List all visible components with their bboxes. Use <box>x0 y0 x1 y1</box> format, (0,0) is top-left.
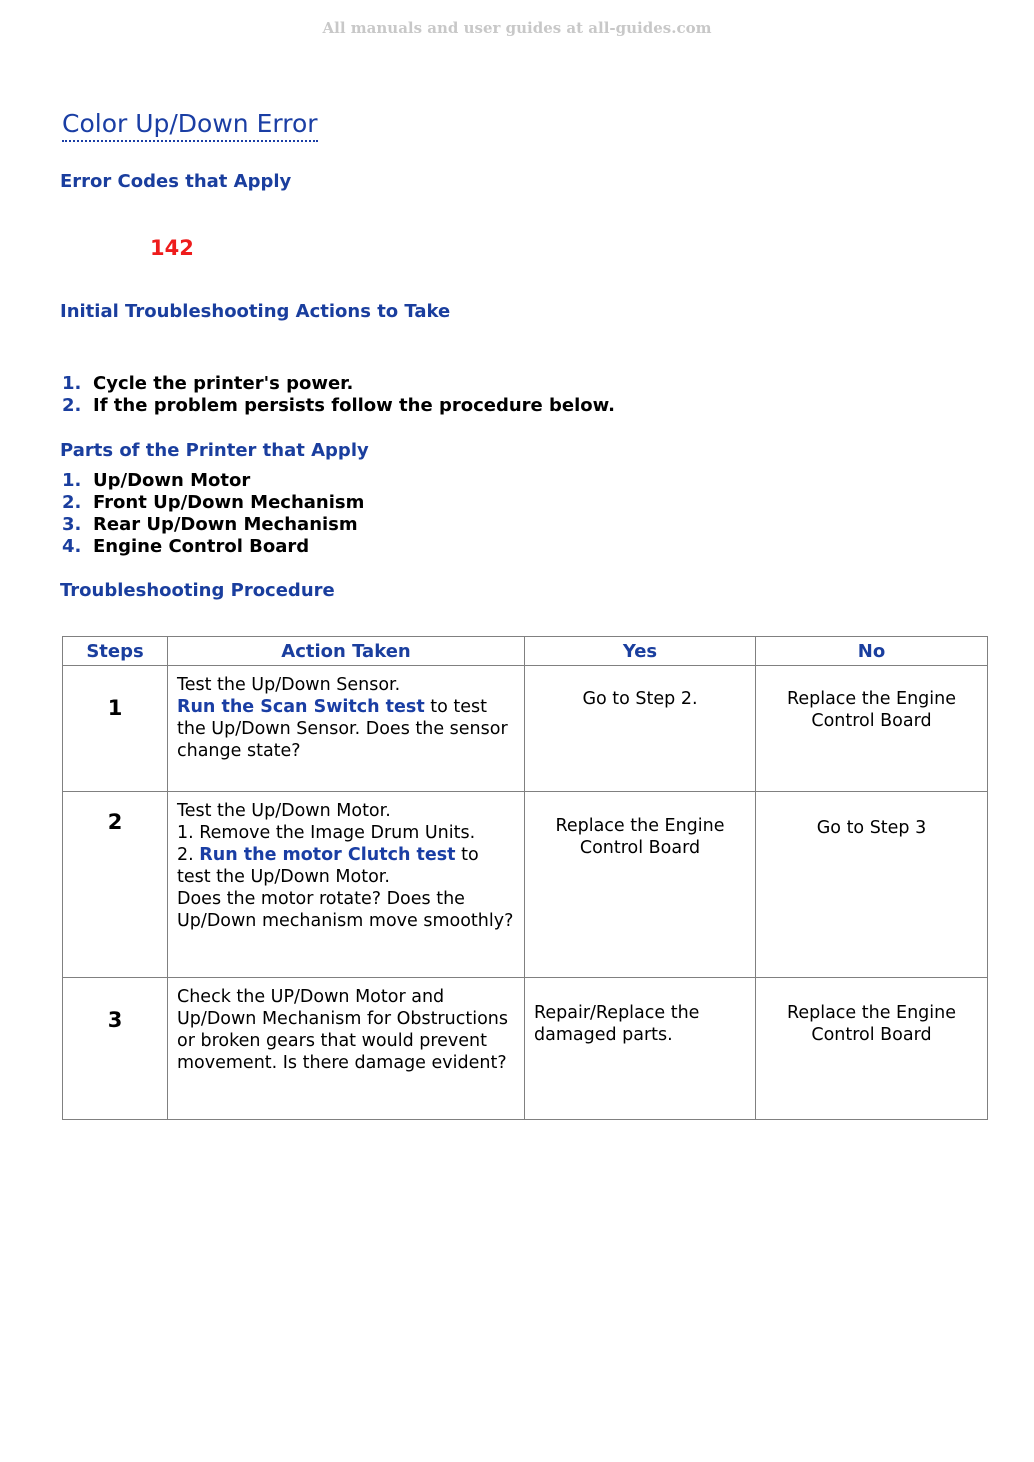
no-cell: Replace the Engine Control Board <box>756 978 988 1120</box>
column-header-action: Action Taken <box>168 637 525 666</box>
action-cell <box>168 978 525 1120</box>
action-text: Does the motor rotate? Does the Up/Down mechanism move smoothly? <box>177 889 514 931</box>
list-item <box>62 373 615 395</box>
action-cell <box>168 666 525 792</box>
list-item-number: 3. <box>62 514 82 535</box>
parts-heading: Parts of the Printer that Apply <box>60 440 369 461</box>
list-item <box>62 470 364 492</box>
error-code: 142 <box>150 236 194 260</box>
no-cell: Replace the Engine Control Board <box>756 666 988 792</box>
scan-switch-test-link[interactable]: Run the Scan Switch test <box>177 697 425 717</box>
initial-actions-heading: Initial Troubleshooting Actions to Take <box>60 301 451 322</box>
list-item <box>62 492 364 514</box>
action-text: to test the Up/Down Motor. <box>177 845 479 887</box>
list-item <box>62 395 615 417</box>
action-text: to test the Up/Down Sensor. Does the sensor change state? <box>177 697 508 761</box>
yes-cell: Go to Step 2. <box>525 666 756 792</box>
table-header-row <box>63 637 988 666</box>
list-item <box>62 536 364 558</box>
parts-list <box>62 470 364 558</box>
action-text: 2. <box>177 845 200 865</box>
watermark: All manuals and user guides at all-guides.com <box>322 19 712 37</box>
table-row <box>63 666 988 792</box>
list-item-text: Rear Up/Down Mechanism <box>93 514 358 535</box>
procedure-heading: Troubleshooting Procedure <box>60 580 335 601</box>
list-item-text: Up/Down Motor <box>93 470 251 491</box>
yes-cell: Replace the Engine Control Board <box>525 792 756 978</box>
list-item-text: Cycle the printer's power. <box>93 373 354 394</box>
list-item <box>62 514 364 536</box>
no-cell: Go to Step 3 <box>756 792 988 978</box>
procedure-table <box>62 636 988 1120</box>
list-item-number: 2. <box>62 492 82 513</box>
action-text: 1. Remove the Image Drum Units. <box>177 823 476 843</box>
action-text: Check the UP/Down Motor and Up/Down Mechanism for Obstructions or broken gears that would prevent movement. Is there damage evident? <box>177 987 508 1073</box>
list-item-number: 1. <box>62 373 82 394</box>
list-item-text: If the problem persists follow the procedure below. <box>93 395 615 416</box>
action-cell <box>168 792 525 978</box>
action-text: Test the Up/Down Motor. <box>177 801 391 821</box>
list-item-number: 2. <box>62 395 82 416</box>
list-item-text: Engine Control Board <box>93 536 310 557</box>
table-row <box>63 978 988 1120</box>
yes-cell: Repair/Replace the damaged parts. <box>525 978 756 1120</box>
motor-clutch-test-link[interactable]: Run the motor Clutch test <box>199 845 456 865</box>
initial-actions-list <box>62 373 615 417</box>
column-header-yes: Yes <box>525 637 756 666</box>
list-item-text: Front Up/Down Mechanism <box>93 492 365 513</box>
page-title: Color Up/Down Error <box>62 108 318 142</box>
error-codes-heading: Error Codes that Apply <box>60 171 292 192</box>
column-header-steps: Steps <box>63 637 168 666</box>
table-row <box>63 792 988 978</box>
list-item-number: 1. <box>62 470 82 491</box>
step-number: 3 <box>63 978 168 1120</box>
step-number: 2 <box>63 792 168 978</box>
column-header-no: No <box>756 637 988 666</box>
action-text: Test the Up/Down Sensor. <box>177 675 401 695</box>
list-item-number: 4. <box>62 536 82 557</box>
step-number: 1 <box>63 666 168 792</box>
